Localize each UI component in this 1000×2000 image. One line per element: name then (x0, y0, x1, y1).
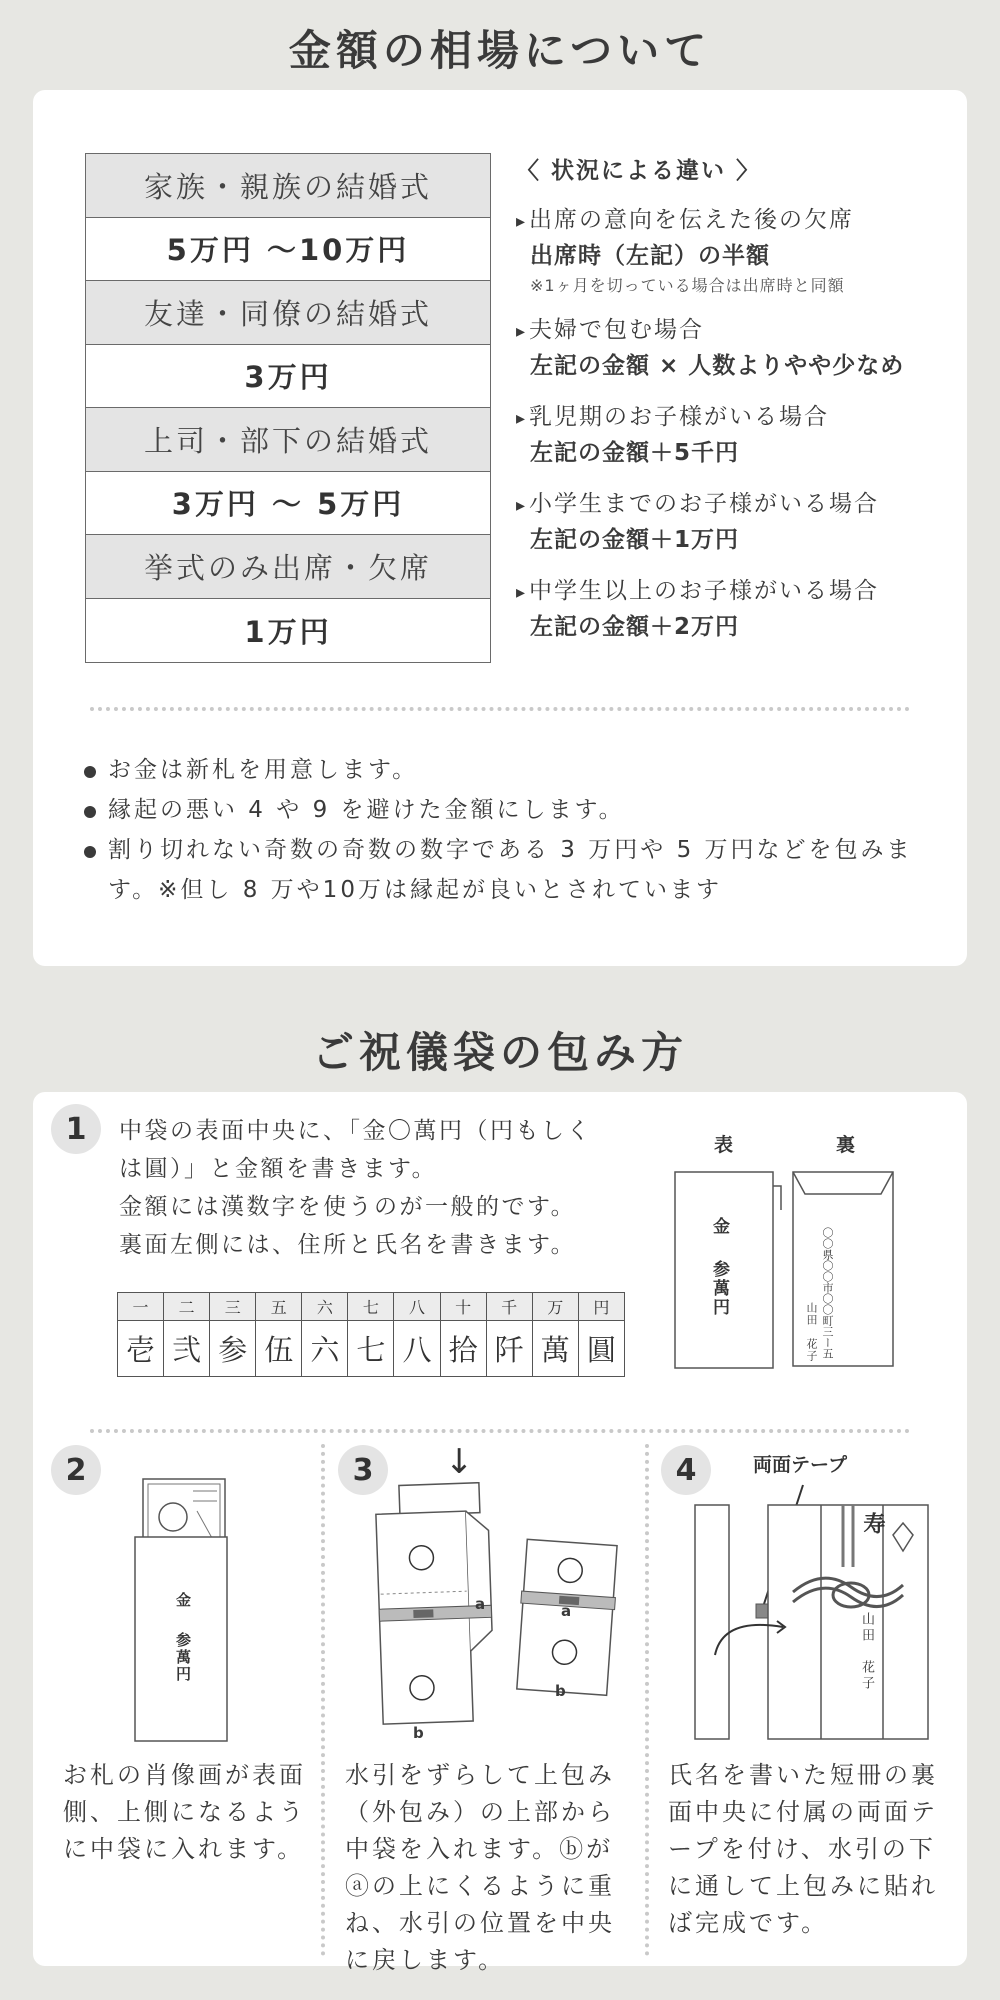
dotted-divider (90, 1429, 910, 1433)
mark-a-label: a (561, 1602, 572, 1620)
kanji-plain: 一 (118, 1293, 164, 1321)
kanji-plain: 七 (348, 1293, 394, 1321)
kanji-formal: 萬 (532, 1321, 578, 1377)
step1-line: 裏面左側には、住所と氏名を書きます。 (119, 1232, 577, 1258)
amount-table (85, 153, 491, 663)
insert-envelope-illustration (373, 1482, 633, 1732)
note-item (84, 830, 944, 910)
bullet-icon (84, 846, 96, 858)
kotobuki-text: 寿 (860, 1512, 885, 1540)
step2-text: お札の肖像画が表面側、上側になるように中袋に入れます。 (63, 1761, 306, 1863)
mark-b-label: b (413, 1724, 424, 1742)
difference-amount: 左記の金額 × 人数よりやや少なめ (530, 353, 905, 379)
difference-condition: ▸ 小学生までのお子様がいる場合 (516, 487, 956, 523)
difference-amount: 左記の金額＋2万円 (530, 614, 740, 640)
step2-kin-text: 金 (174, 1592, 192, 1613)
front-label: 表 (714, 1134, 734, 1156)
dotted-divider (90, 707, 910, 711)
difference-amount: 出席時（左記）の半額 (530, 243, 770, 269)
vertical-dotted-divider (321, 1444, 325, 1956)
front-kin-text: 金 (709, 1217, 729, 1240)
mark-b-label: b (555, 1682, 566, 1700)
kanji-plain: 六 (302, 1293, 348, 1321)
kanji-plain: 万 (532, 1293, 578, 1321)
note-item (84, 790, 944, 830)
step2-amount-text: 参萬円 (174, 1632, 192, 1683)
front-amount-text: 参萬円 (709, 1260, 729, 1317)
difference-condition: ▸ 中学生以上のお子様がいる場合 (516, 574, 956, 610)
finished-envelope-illustration (693, 1477, 933, 1747)
difference-item (516, 400, 956, 470)
note-text: 割り切れない奇数の奇数の数字である 3 万円や 5 万円などを包みます。※但し 8 万や10万は縁起が良いとされています (108, 837, 913, 903)
kanji-formal: 壱 (118, 1321, 164, 1377)
back-name-text: 山田 花子 (805, 1302, 818, 1362)
tape-label: 両面テープ (753, 1454, 848, 1476)
difference-item (516, 313, 956, 383)
difference-note: ※1ヶ月を切っている場合は出席時と同額 (530, 276, 845, 295)
table-amount: 5万円 ～10万円 (86, 218, 490, 282)
back-address-text: 〇〇県〇〇市〇〇町三ー五 (821, 1227, 834, 1359)
step1-line: は圓）」と金額を書きます。 (119, 1156, 438, 1182)
back-label: 裏 (836, 1134, 856, 1156)
kanji-formal: 六 (302, 1321, 348, 1377)
step3-text: 水引をずらして上包み（外包み）の上部から中袋を入れます。ⓑがⓐの上にくるように重ね、水引の位置を中央に戻します。 (345, 1761, 615, 1974)
table-category: 挙式のみ出席・欠席 (86, 535, 490, 599)
kanji-formal: 拾 (440, 1321, 486, 1377)
difference-condition: ▸ 乳児期のお子様がいる場合 (516, 400, 956, 436)
vertical-dotted-divider (645, 1444, 649, 1956)
table-category: 家族・親族の結婚式 (86, 154, 490, 218)
arrow-down-icon: ↓ (445, 1442, 474, 1482)
table-category: 友達・同僚の結婚式 (86, 281, 490, 345)
table-amount: 3万円 (86, 345, 490, 409)
kanji-numeral-table (117, 1292, 625, 1377)
mark-a-label: a (475, 1595, 486, 1613)
difference-amount: 左記の金額＋1万円 (530, 527, 740, 553)
table-amount: 1万円 (86, 599, 490, 663)
kanji-plain: 円 (578, 1293, 624, 1321)
step1-line: 金額には漢数字を使うのが一般的です。 (119, 1194, 577, 1220)
kanji-formal: 圓 (578, 1321, 624, 1377)
note-text: 縁起の悪い 4 や 9 を避けた金額にします。 (108, 797, 625, 823)
difference-item (516, 574, 956, 644)
table-amount: 3万円 ～ 5万円 (86, 472, 490, 536)
bullet-icon (84, 766, 96, 778)
kanji-plain: 二 (164, 1293, 210, 1321)
kanji-plain: 八 (394, 1293, 440, 1321)
differences-title: 〈 状況による違い 〉 (516, 158, 762, 184)
difference-amount: 左記の金額＋5千円 (530, 440, 740, 466)
kanji-plain: 十 (440, 1293, 486, 1321)
kanji-formal: 七 (348, 1321, 394, 1377)
step1-line: 中袋の表面中央に、「金〇萬円（円もしく (119, 1118, 592, 1144)
step-number: 3 (338, 1445, 388, 1495)
situation-differences (516, 152, 956, 661)
difference-condition: ▸ 夫婦で包む場合 (516, 313, 956, 349)
bullet-icon (84, 806, 96, 818)
step-number: 4 (661, 1445, 711, 1495)
note-text: お金は新札を用意します。 (108, 757, 419, 783)
difference-item (516, 203, 956, 296)
kanji-formal: 八 (394, 1321, 440, 1377)
kanji-formal: 伍 (256, 1321, 302, 1377)
kanji-formal: 阡 (486, 1321, 532, 1377)
kanji-formal: 参 (210, 1321, 256, 1377)
difference-item (516, 487, 956, 557)
step4-text: 氏名を書いた短冊の裏面中央に付属の両面テープを付け、水引の下に通して上包みに貼れば完成です。 (668, 1761, 938, 1937)
wrapping-card (33, 1092, 967, 1974)
step-number: 2 (51, 1445, 101, 1495)
kanji-plain: 三 (210, 1293, 256, 1321)
section-title-amounts: 金額の相場について (288, 26, 712, 75)
section-title-wrapping: ご祝儀袋の包み方 (311, 1028, 688, 1077)
envelope-name-text: 山田 花子 (859, 1612, 874, 1692)
step-number: 1 (51, 1104, 101, 1154)
difference-condition: ▸ 出席の意向を伝えた後の欠席 (516, 203, 956, 239)
kanji-plain: 五 (256, 1293, 302, 1321)
note-item (84, 750, 944, 790)
kanji-formal: 弐 (164, 1321, 210, 1377)
notes-list (84, 750, 944, 910)
step1-text (119, 1112, 599, 1264)
table-category: 上司・部下の結婚式 (86, 408, 490, 472)
kanji-plain: 千 (486, 1293, 532, 1321)
